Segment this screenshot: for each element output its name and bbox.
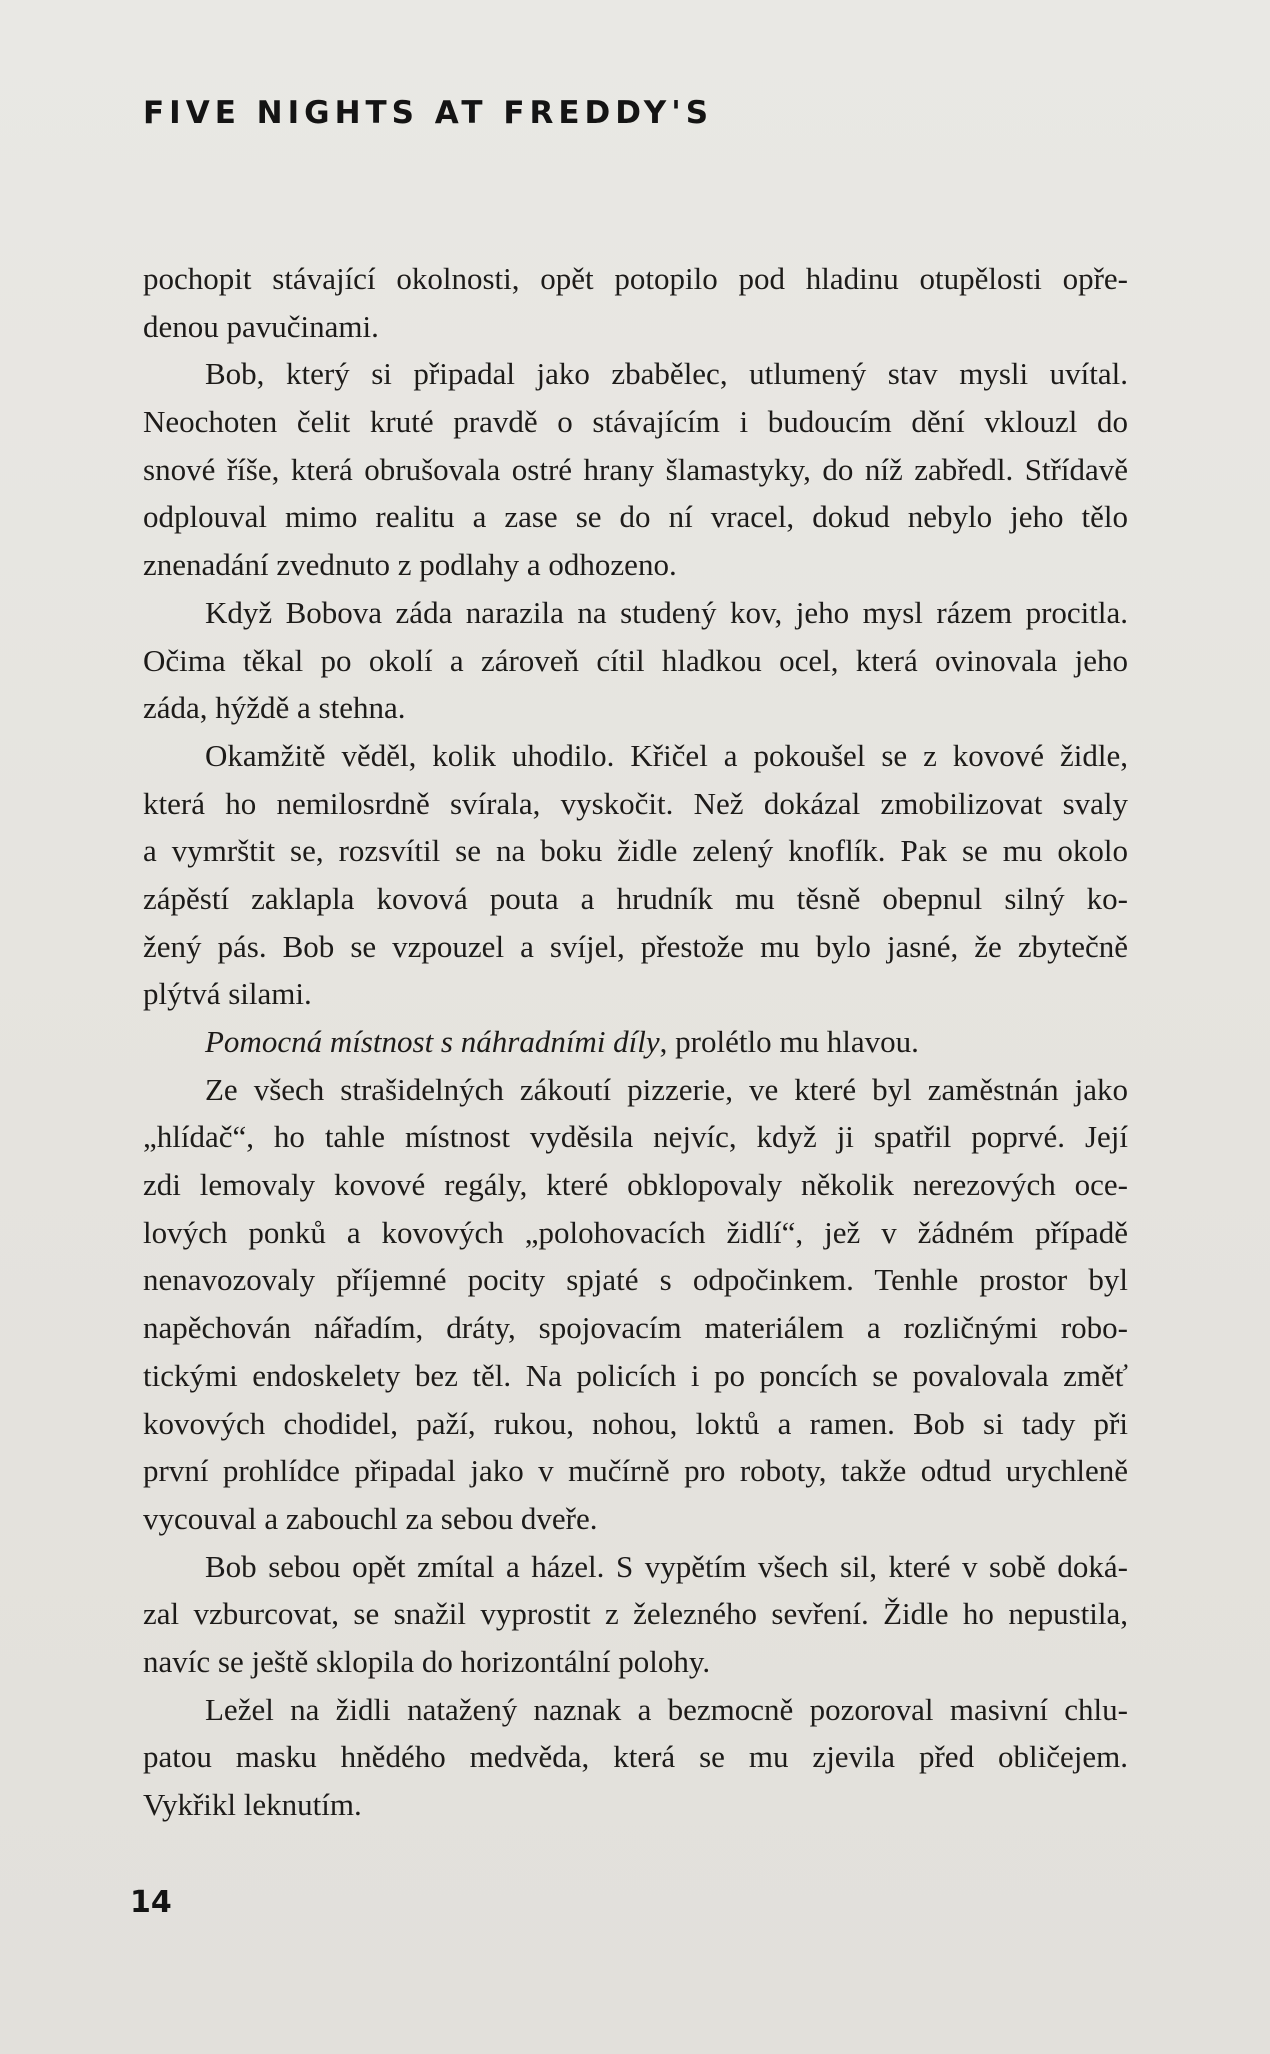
text-line: napěchován nářadím, dráty, spojovacím materiálem a rozličnými robo-: [143, 1310, 1128, 1346]
text-line: Ze všech strašidelných zákoutí pizzerie, ve které byl zaměstnán jako: [205, 1071, 1128, 1107]
text-line: záda, hýždě a stehna.: [143, 690, 406, 726]
text-line: která ho nemilosrdně svírala, vyskočit. Než dokázal zmobilizovat svaly: [143, 785, 1128, 821]
italic-phrase: Pomocná místnost s náhradními díly: [205, 1024, 660, 1059]
text-line: Okamžitě věděl, kolik uhodilo. Křičel a pokoušel se z kovové židle,: [205, 737, 1128, 773]
text-line: odplouval mimo realitu a zase se do ní vracel, dokud nebylo jeho tělo: [143, 499, 1128, 535]
text-line: žený pás. Bob se vzpouzel a svíjel, přestože mu bylo jasné, že zbytečně: [143, 928, 1128, 964]
body-text: [143, 255, 1128, 1829]
text-line: první prohlídce připadal jako v mučírně pro roboty, takže odtud urychleně: [143, 1453, 1128, 1489]
text-line: a vymrštit se, rozsvítil se na boku židle zelený knoflík. Pak se mu okolo: [143, 833, 1128, 869]
text-line: „hlídač“, ho tahle místnost vyděsila nejvíc, když ji spatřil poprvé. Její: [143, 1119, 1128, 1155]
text-line: pochopit stávající okolnosti, opět potopilo pod hladinu otupělosti opře-: [143, 261, 1128, 296]
text-line: Očima těkal po okolí a zároveň cítil hladkou ocel, která ovinovala jeho: [143, 642, 1128, 678]
text-line: navíc se ještě sklopila do horizontální polohy.: [143, 1643, 711, 1679]
text-line: zdi lemovaly kovové regály, které obklopovaly několik nerezových oce-: [143, 1167, 1128, 1203]
text-line: znenadání zvednuto z podlahy a odhozeno.: [143, 547, 677, 583]
page-number: 14: [130, 1885, 172, 1920]
text-line: Neochoten čelit kruté pravdě o stávajícím i budoucím dění vklouzl do: [143, 404, 1128, 440]
line-text: , prolétlo mu hlavou.: [659, 1024, 919, 1059]
text-line: [143, 1018, 1128, 1066]
text-line: tickými endoskelety bez těl. Na policích i po poncích se povalovala změť: [143, 1357, 1128, 1393]
text-line: snové říše, která obrušovala ostré hrany šlamastyky, do níž zabředl. Střídavě: [143, 451, 1128, 487]
text-line: zápěstí zaklapla kovová pouta a hrudník mu těsně obepnul silný ko-: [143, 880, 1128, 916]
text-line: zal vzburcovat, se snažil vyprostit z železného sevření. Židle ho nepustila,: [143, 1596, 1128, 1632]
text-line: patou masku hnědého medvěda, která se mu zjevila před obličejem.: [143, 1739, 1128, 1775]
text-line: kovových chodidel, paží, rukou, nohou, loktů a ramen. Bob si tady při: [143, 1405, 1128, 1441]
text-line: Bob, který si připadal jako zbabělec, utlumený stav mysli uvítal.: [205, 356, 1128, 392]
text-line: denou pavučinami.: [143, 308, 379, 344]
text-line: nenavozovaly příjemné pocity spjaté s odpočinkem. Tenhle prostor byl: [143, 1262, 1128, 1298]
text-line: vycouval a zabouchl za sebou dveře.: [143, 1500, 598, 1536]
text-line: Vykřikl leknutím.: [143, 1787, 362, 1822]
running-head: FIVE NIGHTS AT FREDDY'S: [143, 95, 714, 131]
text-line: Ležel na židli natažený naznak a bezmocně pozoroval masivní chlu-: [205, 1691, 1128, 1727]
text-line: lových ponků a kovových „polohovacích židlí“, jež v žádném případě: [143, 1214, 1128, 1250]
text-line: Když Bobova záda narazila na studený kov, jeho mysl rázem procitla.: [205, 594, 1128, 630]
text-line: Bob sebou opět zmítal a házel. S vypětím všech sil, které v sobě doká-: [205, 1548, 1128, 1584]
text-line: plýtvá silami.: [143, 976, 312, 1012]
